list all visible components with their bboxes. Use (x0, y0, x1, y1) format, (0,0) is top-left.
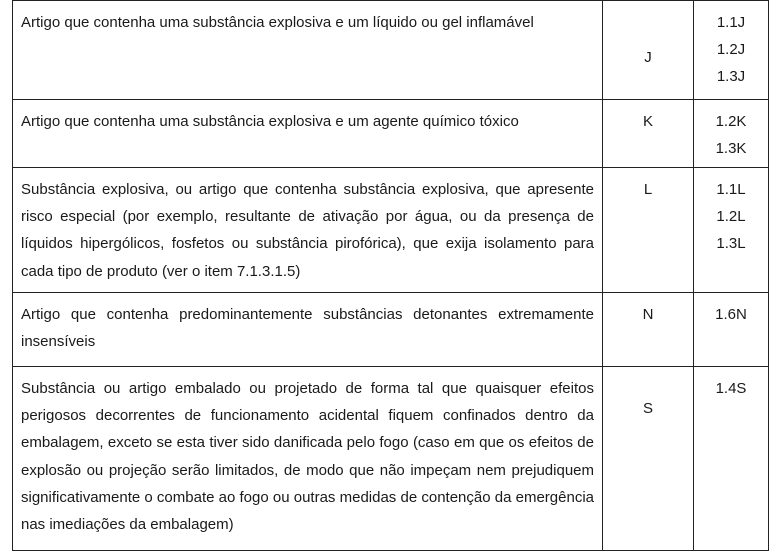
table-row-j (12, 0, 769, 100)
group-cell (603, 293, 694, 366)
classification-cell (694, 293, 768, 366)
table-row-n (12, 293, 769, 367)
description-text: Artigo que contenha uma substância explosiva e um agente químico tóxico (21, 113, 519, 130)
classification-cell (694, 100, 768, 167)
classification-code: 1.1L (716, 181, 746, 198)
classification-cell (694, 168, 768, 292)
classification-cell (694, 1, 768, 99)
description-cell (13, 1, 603, 99)
group-cell (603, 367, 694, 550)
classification-code: 1.6N (715, 306, 747, 323)
description-cell (13, 100, 603, 167)
table-row-k (12, 100, 769, 168)
group-letter: N (642, 306, 654, 323)
group-cell (603, 100, 694, 167)
description-text: Artigo que contenha predominantemente substâncias detonantes extremamente insensíveis (21, 306, 594, 351)
table-row-l (12, 168, 769, 293)
classification-code: 1.2J (716, 41, 746, 58)
description-cell (13, 168, 603, 292)
classification-code: 1.1J (716, 14, 746, 31)
group-letter: L (643, 181, 653, 198)
group-letter: J (644, 49, 652, 66)
description-text: Substância ou artigo embalado ou projetado de forma tal que quaisquer efeitos perigosos decorrentes de funcionamento acidental fiquem confinados dentro da embalagem, exceto se esta tiver sido danificada pelo fogo (caso em que os efeitos de explosão ou projeção serão limitados, de modo que não impeçam nem prejudiquem significativamente o combate ao fogo ou outras medidas de contenção da emergência nas imediações da embalagem) (21, 380, 594, 534)
group-cell (603, 1, 694, 99)
group-letter: S (642, 400, 653, 417)
group-letter: K (642, 113, 653, 130)
description-cell (13, 293, 603, 366)
compatibility-group-table (12, 0, 769, 551)
group-cell (603, 168, 694, 292)
classification-code: 1.2L (716, 208, 746, 225)
classification-cell (694, 367, 768, 550)
classification-code: 1.3J (716, 68, 746, 85)
classification-code: 1.3L (716, 235, 746, 252)
description-cell (13, 367, 603, 550)
description-text: Artigo que contenha uma substância explosiva e um líquido ou gel inflamável (21, 14, 534, 31)
description-text: Substância explosiva, ou artigo que contenha substância explosiva, que apresente risco especial (por exemplo, resultante de ativação por água, ou da presença de líquidos hipergólicos, fosfetos ou substância pirofórica), que exija isolamento para cada tipo de produto (ver o item 7.1.3.1.5) (21, 181, 594, 280)
table-row-s (12, 367, 769, 551)
classification-code: 1.2K (715, 113, 747, 130)
classification-code: 1.3K (715, 140, 747, 157)
classification-code: 1.4S (715, 380, 747, 397)
